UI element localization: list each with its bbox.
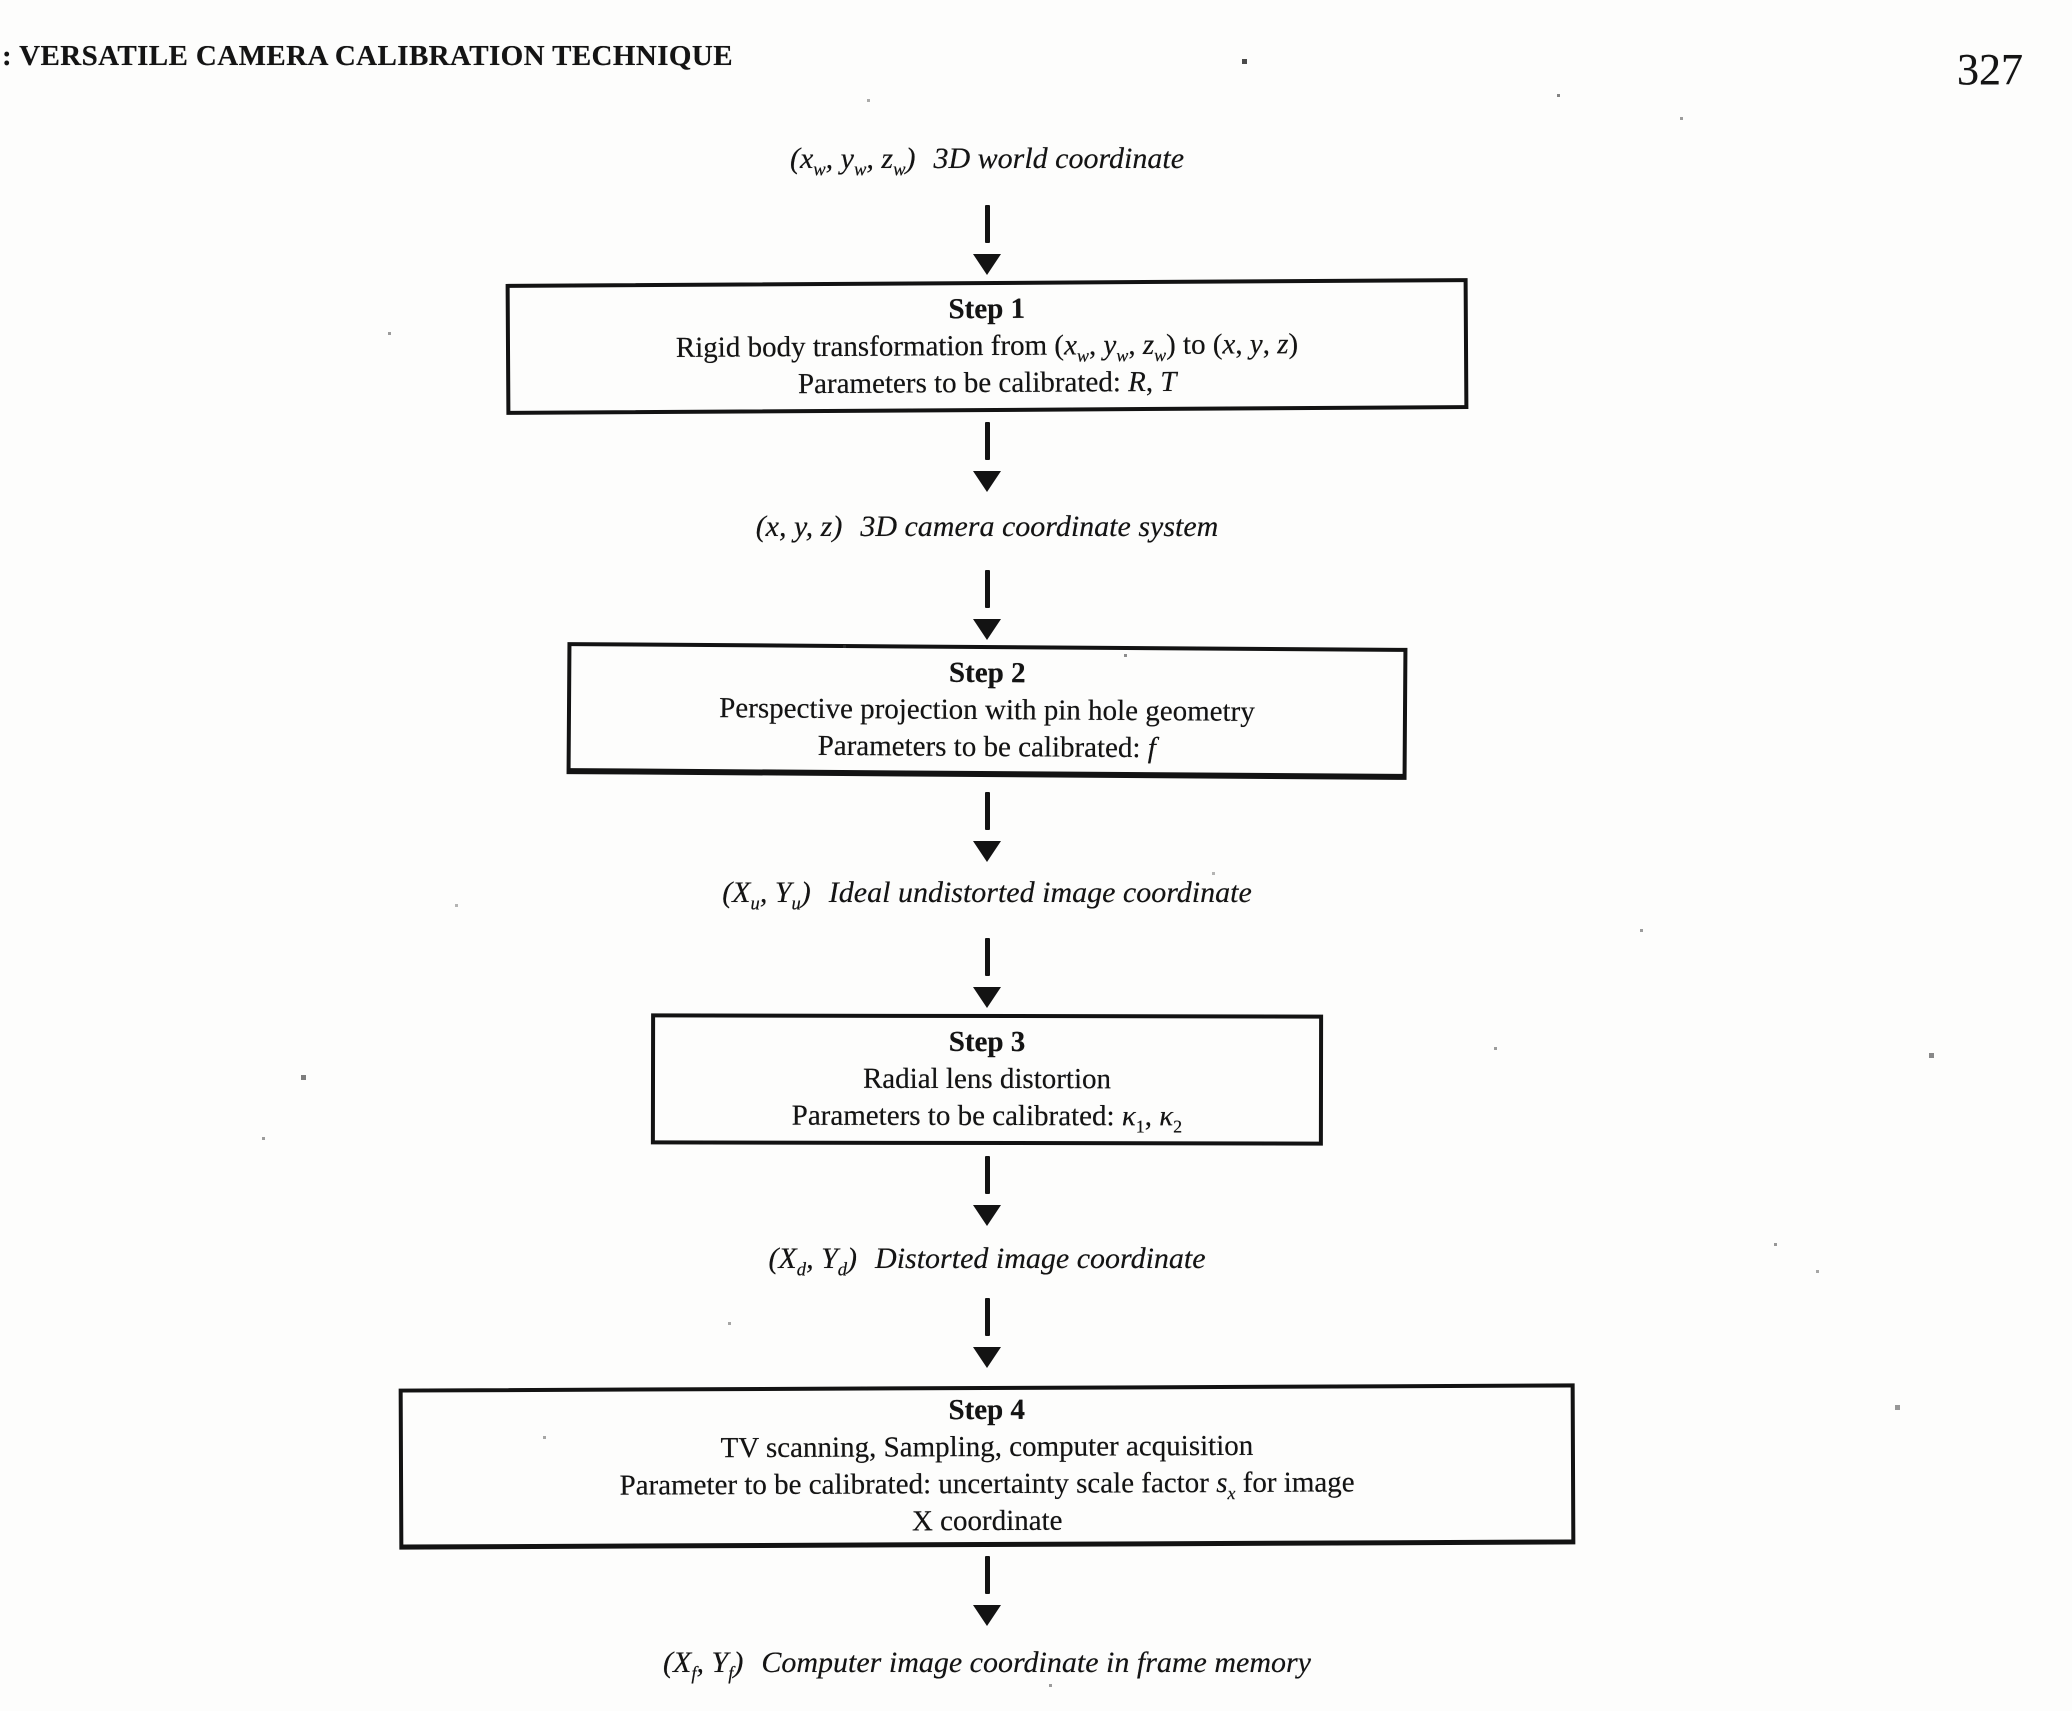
flow-arrow-8 — [973, 1556, 1001, 1626]
flow-arrow-3 — [973, 570, 1001, 640]
step2-line1: Perspective projection with pin hole geometry — [719, 691, 1255, 728]
step3-box — [651, 1013, 1323, 1145]
step1-title: Step 1 — [948, 292, 1026, 326]
distorted-coordinate-description: Distorted image coordinate — [875, 1242, 1206, 1275]
coordinate-label-camera — [756, 510, 1219, 544]
arrow-stem — [985, 938, 990, 976]
flow-arrow-2 — [973, 422, 1001, 492]
step4-line1: TV scanning, Sampling, computer acquisition — [720, 1429, 1254, 1465]
step1-line2: Parameters to be calibrated: R, T — [797, 365, 1177, 401]
step3-title: Step 3 — [948, 1025, 1026, 1059]
running-title: : VERSATILE CAMERA CALIBRATION TECHNIQUE — [2, 40, 733, 72]
arrow-stem — [985, 1156, 990, 1194]
undistorted-coordinate-symbols: ($X_u$, $Y_u$) — [722, 876, 811, 915]
arrow-stem — [985, 205, 990, 243]
step3-line1: Radial lens distortion — [862, 1062, 1112, 1096]
page-number: 327 — [1957, 45, 2023, 94]
flow-arrow-7 — [973, 1298, 1001, 1368]
coordinate-label-undistorted — [722, 876, 1252, 915]
arrow-down-icon — [973, 841, 1001, 862]
camera-coordinate-symbols: (x, y, z) — [755, 510, 843, 543]
flow-arrow-5 — [973, 938, 1001, 1008]
step4-box — [399, 1383, 1576, 1549]
step2-title: Step 2 — [948, 656, 1026, 689]
step2-box — [567, 642, 1408, 780]
camera-coordinate-description: 3D camera coordinate system — [860, 510, 1219, 543]
arrow-stem — [985, 570, 990, 608]
undistorted-coordinate-description: Ideal undistorted image coordinate — [828, 876, 1252, 909]
flow-arrow-4 — [973, 792, 1001, 862]
arrow-stem — [985, 1298, 990, 1336]
step4-title: Step 4 — [948, 1393, 1026, 1427]
flow-arrow-6 — [973, 1156, 1001, 1226]
flow-arrow-1 — [973, 205, 1001, 275]
arrow-down-icon — [973, 987, 1001, 1008]
arrow-down-icon — [973, 254, 1001, 275]
arrow-stem — [985, 792, 990, 830]
arrow-down-icon — [973, 619, 1001, 640]
world-coordinate-symbols: ($x_w$, $y_w$, $z_w$) — [789, 142, 916, 181]
scan-noise-dots — [0, 0, 3, 3]
step1-line1: Rigid body transformation from ($x_w$, $y_w$, $z_w$) to (x, y, z) — [675, 328, 1299, 366]
arrow-stem — [985, 1556, 990, 1594]
frame-coordinate-description: Computer image coordinate in frame memory — [761, 1646, 1311, 1679]
coordinate-label-frame — [663, 1646, 1311, 1685]
distorted-coordinate-symbols: ($X_d$, $Y_d$) — [768, 1242, 858, 1281]
frame-coordinate-symbols: ($X_f$, $Y_f$) — [663, 1646, 744, 1685]
step3-line2: Parameters to be calibrated: $\kappa_1$, $\kappa_2$ — [791, 1099, 1183, 1137]
arrow-down-icon — [973, 471, 1001, 492]
arrow-stem — [985, 422, 990, 460]
arrow-down-icon — [973, 1605, 1001, 1626]
step4-line3: X coordinate — [911, 1504, 1063, 1538]
world-coordinate-description: 3D world coordinate — [933, 142, 1185, 175]
arrow-down-icon — [973, 1347, 1001, 1368]
coordinate-label-distorted — [768, 1242, 1206, 1281]
step2-line2: Parameters to be calibrated: f — [817, 729, 1156, 764]
step4-line2: Parameter to be calibrated: uncertainty scale factor $s_x$ for image — [619, 1466, 1355, 1504]
arrow-down-icon — [973, 1205, 1001, 1226]
coordinate-label-world — [789, 142, 1185, 181]
step1-box — [506, 278, 1469, 415]
